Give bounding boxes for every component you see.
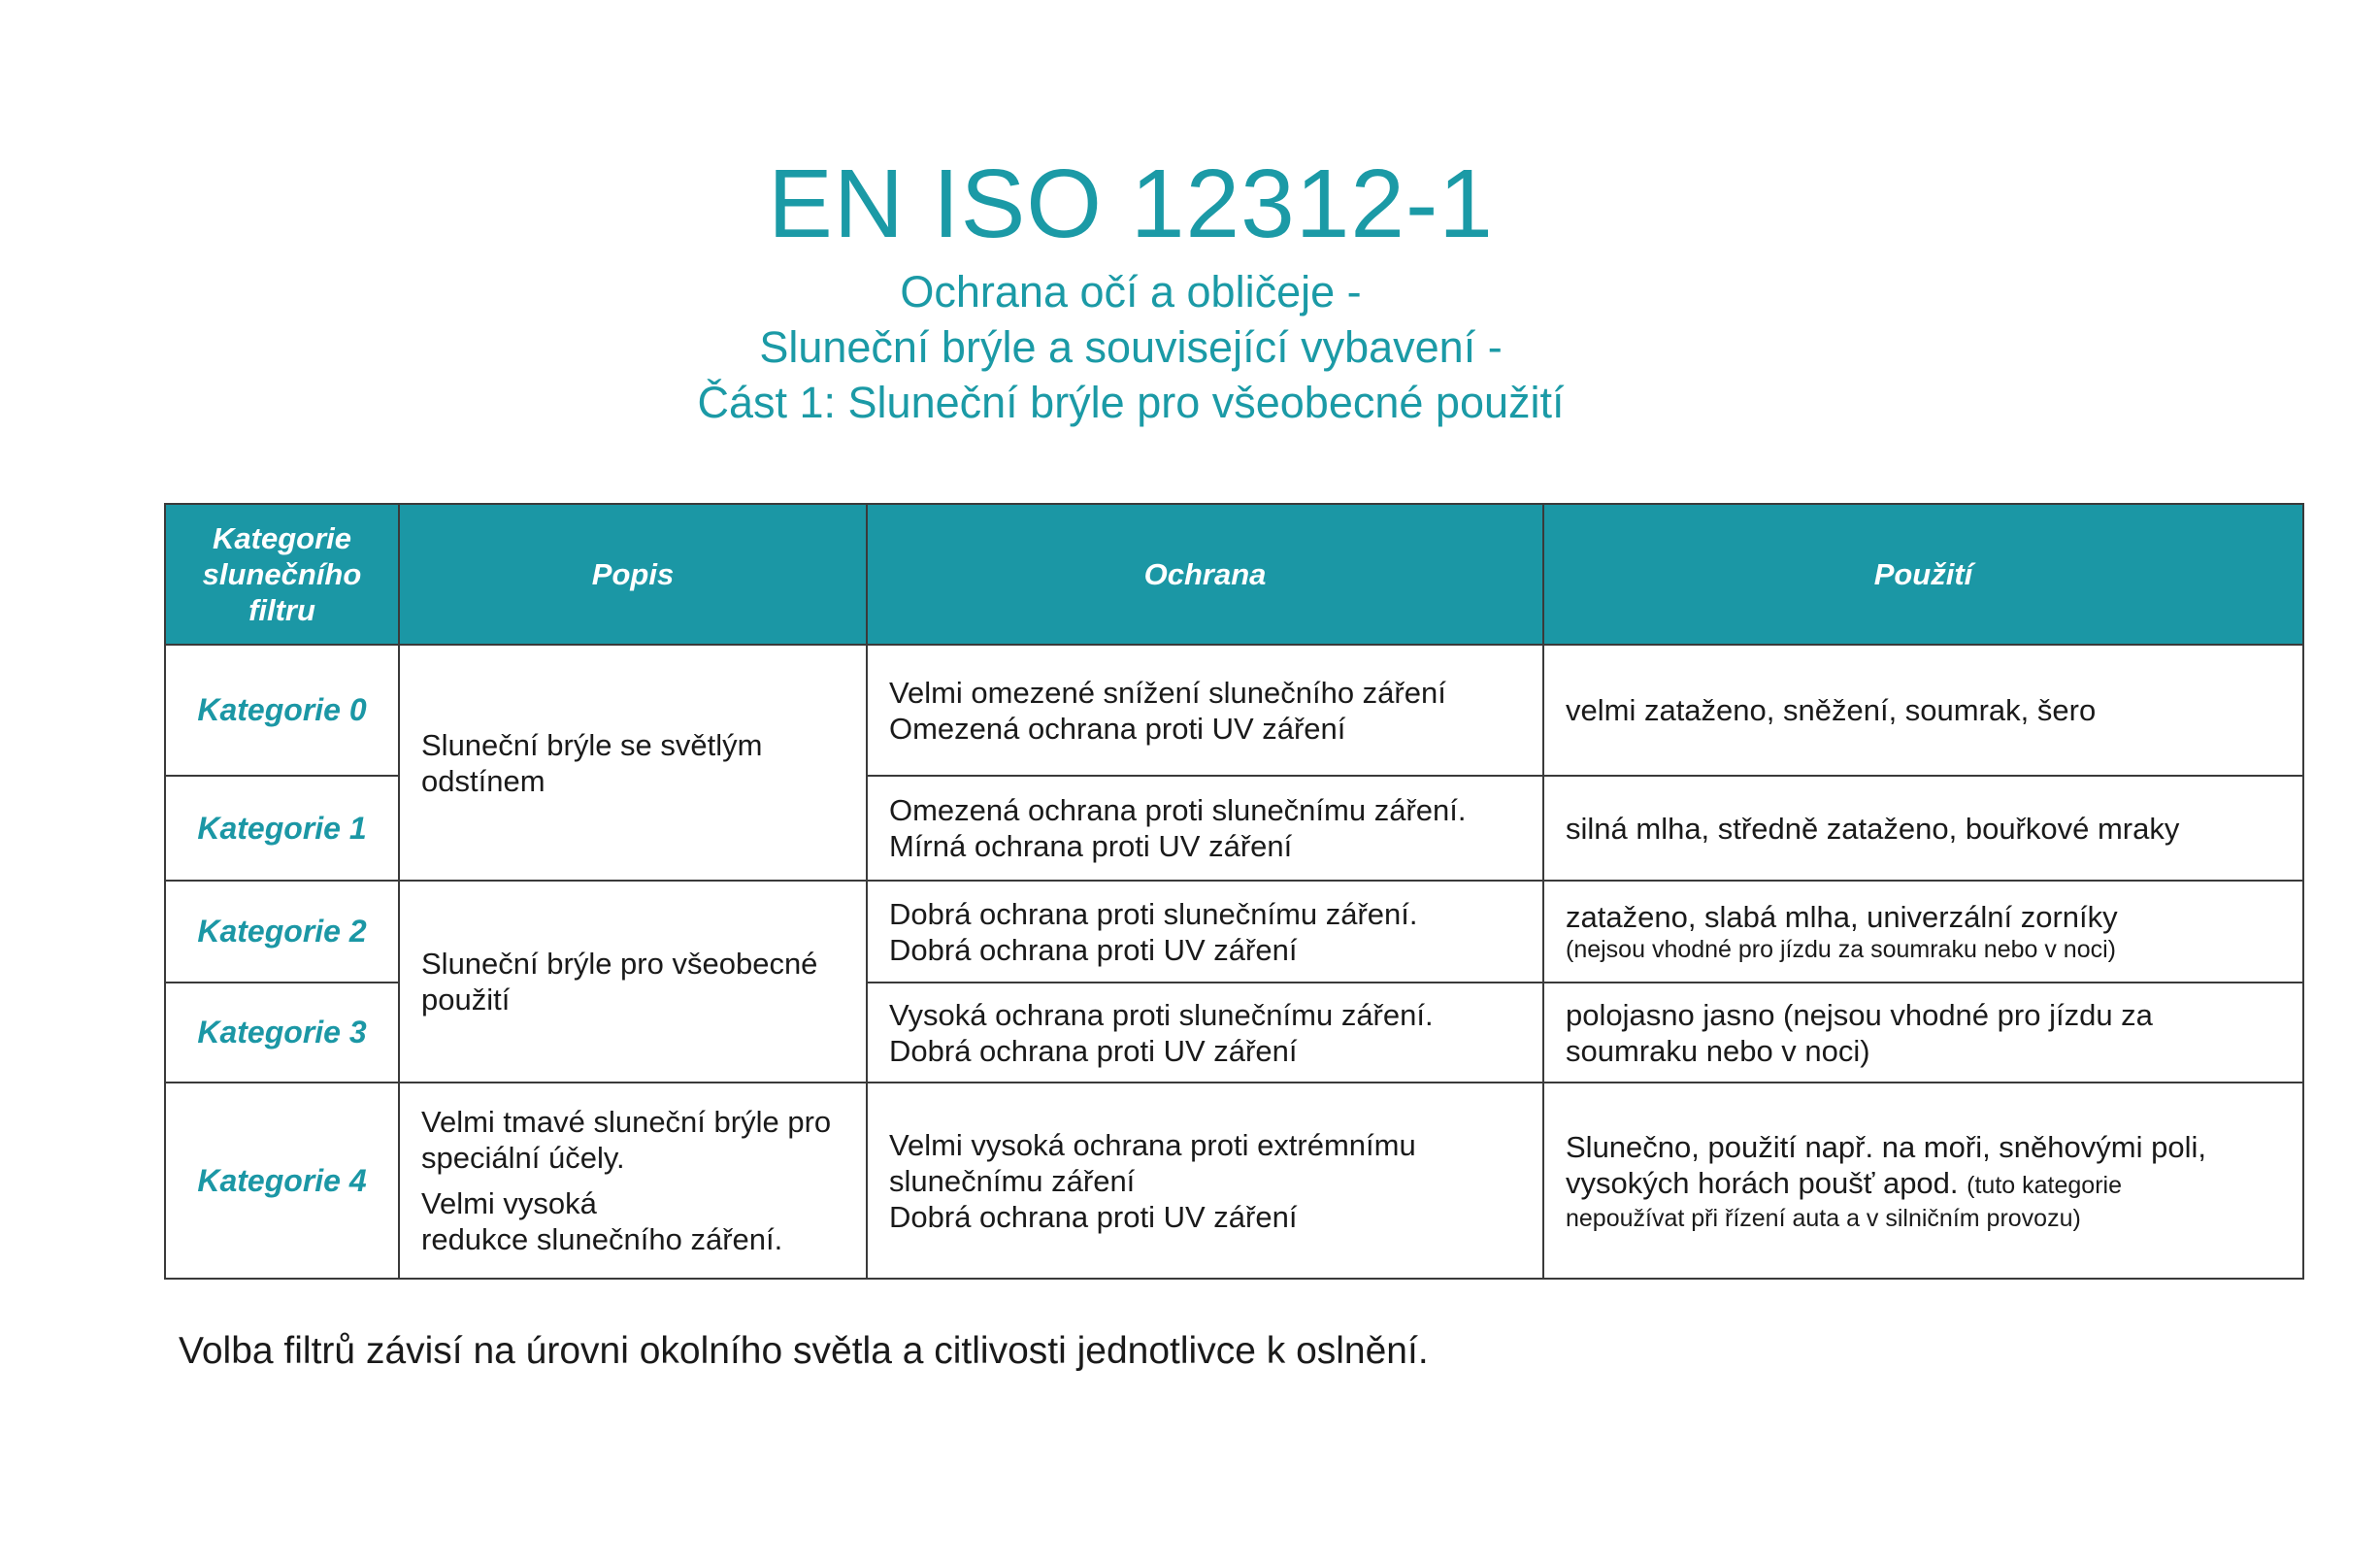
protection-cell: Velmi vysoká ochrana proti extrémnímu slunečnímu záření Dobrá ochrana proti UV záření <box>867 1083 1543 1279</box>
footer-note: Volba filtrů závisí na úrovni okolního světla a citlivosti jednotlivce k oslnění. <box>179 1330 1429 1372</box>
protection-cell: Velmi omezené snížení slunečního záření Omezená ochrana proti UV záření <box>867 645 1543 776</box>
page-subtitle <box>0 264 2262 430</box>
filter-category-table <box>164 503 2304 1280</box>
subtitle-line: Sluneční brýle a související vybavení - <box>759 322 1503 372</box>
table-row <box>165 881 2303 983</box>
table-header-row <box>165 504 2303 645</box>
usage-cell: Slunečno, použití např. na moři, sněhovými poli, vysokých horách poušť apod. (tuto kategorie nepoužívat při řízení auta a v silničním provozu) <box>1543 1083 2303 1279</box>
header-usage: Použití <box>1543 504 2303 645</box>
category-cell: Kategorie 4 <box>165 1083 399 1279</box>
subtitle-line: Část 1: Sluneční brýle pro všeobecné použití <box>697 378 1565 427</box>
usage-cell: velmi zataženo, sněžení, soumrak, šero <box>1543 645 2303 776</box>
protection-cell: Vysoká ochrana proti slunečnímu záření. Dobrá ochrana proti UV záření <box>867 983 1543 1083</box>
description-cell: Sluneční brýle se světlým odstínem <box>399 645 867 881</box>
category-cell: Kategorie 2 <box>165 881 399 983</box>
usage-cell: polojasno jasno (nejsou vhodné pro jízdu za soumraku nebo v noci) <box>1543 983 2303 1083</box>
category-cell: Kategorie 3 <box>165 983 399 1083</box>
header-description: Popis <box>399 504 867 645</box>
subtitle-line: Ochrana očí a obličeje - <box>900 267 1362 317</box>
header-protection: Ochrana <box>867 504 1543 645</box>
protection-cell: Dobrá ochrana proti slunečnímu záření. Dobrá ochrana proti UV záření <box>867 881 1543 983</box>
page-title: EN ISO 12312-1 <box>768 150 1494 258</box>
protection-cell: Omezená ochrana proti slunečnímu záření. Mírná ochrana proti UV záření <box>867 776 1543 881</box>
table-row <box>165 1083 2303 1279</box>
category-cell: Kategorie 1 <box>165 776 399 881</box>
header-category: Kategorie slunečního filtru <box>165 504 399 645</box>
usage-cell: silná mlha, středně zataženo, bouřkové mraky <box>1543 776 2303 881</box>
usage-cell: zataženo, slabá mlha, univerzální zorníky (nejsou vhodné pro jízdu za soumraku nebo v noci) <box>1543 881 2303 983</box>
usage-note: nepoužívat při řízení auta a v silničním provozu) <box>1566 1204 2081 1232</box>
table-row <box>165 645 2303 776</box>
category-cell: Kategorie 0 <box>165 645 399 776</box>
usage-note: (nejsou vhodné pro jízdu za soumraku nebo v noci) <box>1566 936 2116 963</box>
description-cell: Sluneční brýle pro všeobecné použití <box>399 881 867 1083</box>
usage-note: (tuto kategorie <box>1967 1171 2122 1199</box>
description-cell: Velmi tmavé sluneční brýle pro speciální účely. Velmi vysoká redukce slunečního záření. <box>399 1083 867 1279</box>
